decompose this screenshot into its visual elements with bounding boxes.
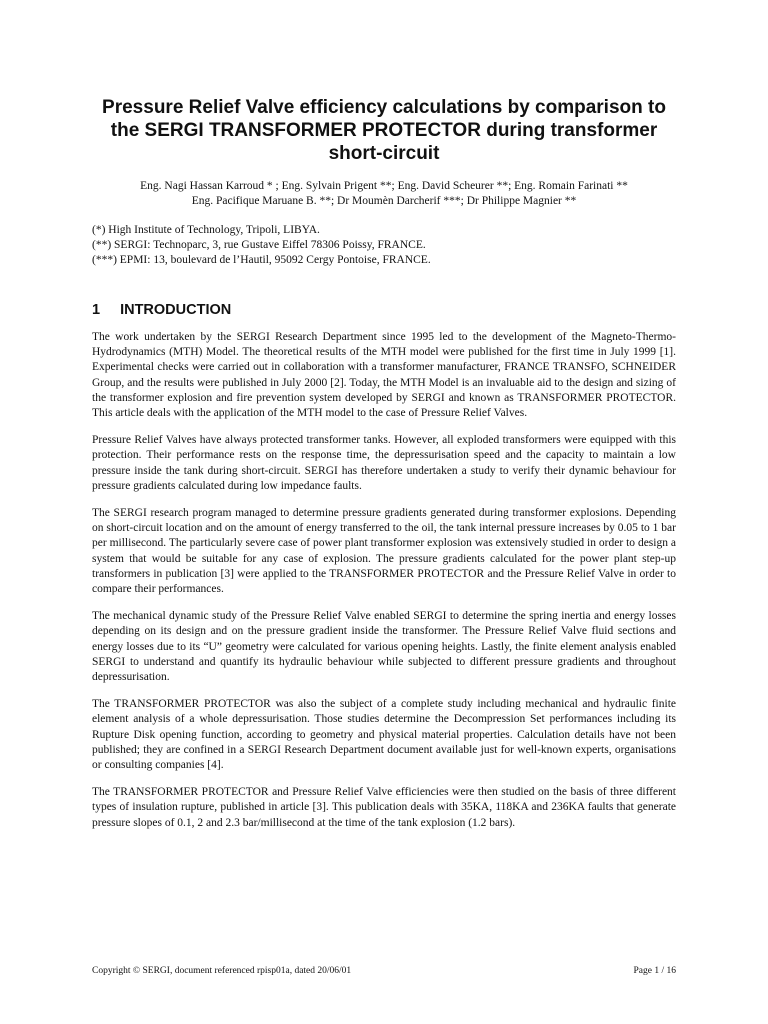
page-footer bbox=[92, 966, 676, 976]
paragraph-1: The work undertaken by the SERGI Research Department since 1995 led to the development of the Magneto-Thermo-Hydrodynamics (MTH) Model. The theoretical results of the MTH model were published for the first time in July 1999 [1]. Experimental checks were carried out in collaboration with a transformer manufacturer, FRANCE TRANSFO, SCHNEIDER Group, and the results were published in July 2000 [2]. Today, the MTH Model is an invaluable aid to the design and sizing of the transformer explosion and fire prevention system developed by SERGI and known as TRANSFORMER PROTECTOR. This article deals with the application of the MTH model to the case of Pressure Relief Valves. bbox=[92, 331, 676, 420]
paragraph-3: The SERGI research program managed to determine pressure gradients generated during transformer explosions. Depending on short-circuit location and on the amount of energy transferred to the oil, the tank internal pressure increases by 0.05 to 1 bar per millisecond. The particularly severe case of power plant transformer explosion was extensively studied in order to design a system that would be suitable for any case of explosion. The pressure gradients calculated for the power plant step-up transformers in publication [3] were applied to the TRANSFORMER PROTECTOR and the Pressure Relief Valve in order to compare their performances. bbox=[92, 507, 676, 596]
section-title: INTRODUCTION bbox=[120, 302, 232, 318]
section-heading bbox=[92, 302, 676, 318]
author-line-2: Eng. Pacifique Maruane B. **; Dr Moumèn Darcherif ***; Dr Philippe Magnier ** bbox=[191, 195, 577, 207]
affiliation-2: (**) SERGI: Technoparc, 3, rue Gustave Eiffel 78306 Poissy, FRANCE. bbox=[92, 239, 426, 251]
author-list bbox=[92, 179, 676, 209]
section-number: 1 bbox=[92, 302, 101, 318]
paragraph-4: The mechanical dynamic study of the Pressure Relief Valve enabled SERGI to determine the spring inertia and energy losses depending on its design and on the pressure gradient inside the transformer. The Pressure Relief Valve fluid sections and energy losses due to its “U” geometry were calculated for various opening heights. Lastly, the finite element analysis enabled SERGI to understand and quantify its hydraulic behaviour while subjected to different pressure gradients and throughout depressurisation. bbox=[92, 610, 676, 684]
paragraph-2: Pressure Relief Valves have always protected transformer tanks. However, all exploded transformers were equipped with this protection. Their performance rests on the response time, the depressurisation speed and the capacity to maintain a low pressure inside the tank during short-circuit. SERGI has therefore undertaken a study to verify their dynamic behaviour for pressure gradients calculated during low impedance faults. bbox=[92, 434, 676, 492]
affiliation-3: (***) EPMI: 13, boulevard de l’Hautil, 95092 Cergy Pontoise, FRANCE. bbox=[92, 254, 431, 266]
copyright-notice: Copyright © SERGI, document referenced rpisp01a, dated 20/06/01 bbox=[92, 966, 352, 976]
section-body bbox=[92, 330, 676, 831]
paper-title: Pressure Relief Valve efficiency calculations by comparison to the SERGI TRANSFORMER PROTECTOR during transformer short-circuit bbox=[102, 97, 666, 164]
author-line-1: Eng. Nagi Hassan Karroud * ; Eng. Sylvain Prigent **; Eng. David Scheurer **; Eng. Romain Farinati ** bbox=[140, 180, 628, 192]
affiliation-list bbox=[92, 223, 676, 268]
paragraph-6: The TRANSFORMER PROTECTOR and Pressure Relief Valve efficiencies were then studied on the basis of three different types of insulation rupture, published in article [3]. This publication deals with 35KA, 118KA and 236KA faults that generate pressure slopes of 0.1, 2 and 2.3 bar/millisecond at the time of the tank explosion (1.2 bars). bbox=[92, 786, 676, 829]
paragraph-5: The TRANSFORMER PROTECTOR was also the subject of a complete study including mechanical and hydraulic finite element analysis of a whole depressurisation. Those studies determine the Decompression Set performances including its Rupture Disk opening function, according to geometry and physical material properties. Calculation details have not been published; they are confined in a SERGI Research Department document available just for well-known experts, organisations or consulting companies [4]. bbox=[92, 698, 676, 772]
affiliation-1: (*) High Institute of Technology, Tripoli, LIBYA. bbox=[92, 224, 320, 236]
page-number: Page 1 / 16 bbox=[633, 966, 676, 976]
document-page bbox=[92, 96, 676, 843]
